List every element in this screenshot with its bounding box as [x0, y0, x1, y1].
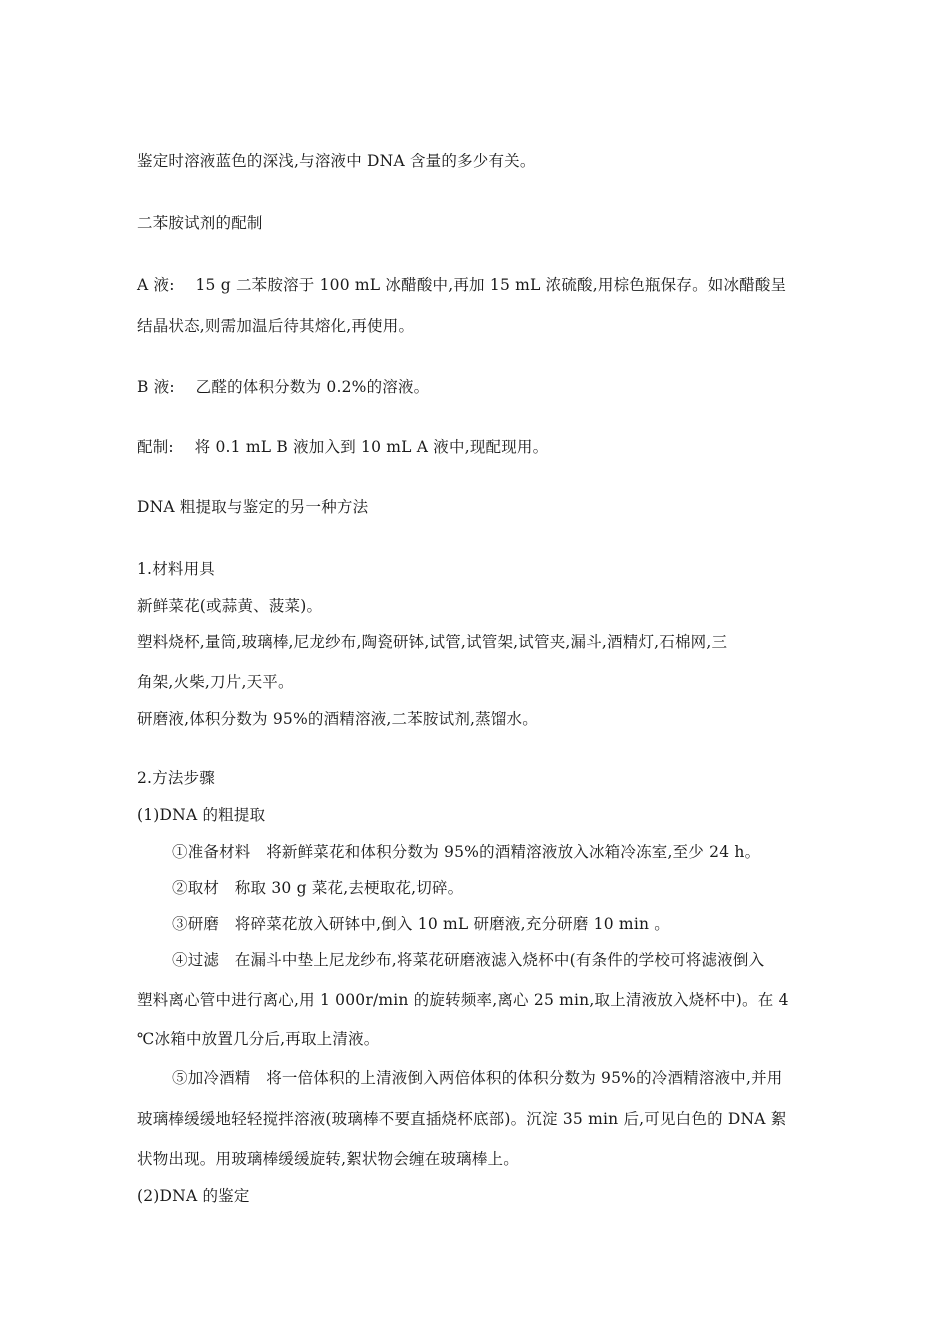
materials-item-1: 新鲜菜花(或蒜黄、菠菜)。: [137, 597, 323, 615]
solution-a-line-1: A 液: 15 g 二苯胺溶于 100 mL 冰醋酸中,再加 15 mL 浓硫酸,用棕色瓶保存。如冰醋酸呈: [137, 276, 787, 294]
steps-heading: 2.方法步骤: [137, 769, 215, 787]
step-5-line-3: 状物出现。用玻璃棒缓缓旋转,絮状物会缠在玻璃棒上。: [137, 1150, 519, 1168]
step-4-line-1: ④过滤 在漏斗中垫上尼龙纱布,将菜花研磨液滤入烧杯中(有条件的学校可将滤液倒入: [172, 951, 765, 969]
step-5-line-1: ⑤加冷酒精 将一倍体积的上清液倒入两倍体积的体积分数为 95%的冷酒精溶液中,并用: [172, 1069, 783, 1087]
step-4-line-3: ℃冰箱中放置几分后,再取上清液。: [137, 1030, 380, 1048]
step-1: ①准备材料 将新鲜菜花和体积分数为 95%的酒精溶液放入冰箱冷冻室,至少 24 h。: [172, 843, 761, 861]
solution-a-line-2: 结晶状态,则需加温后待其熔化,再使用。: [137, 317, 415, 335]
extraction-heading: (1)DNA 的粗提取: [137, 806, 266, 824]
intro-paragraph: 鉴定时溶液蓝色的深浅,与溶液中 DNA 含量的多少有关。: [137, 152, 536, 170]
reagent-heading: 二苯胺试剂的配制: [137, 214, 263, 232]
materials-heading: 1.材料用具: [137, 560, 215, 578]
solution-b-paragraph: B 液: 乙醛的体积分数为 0.2%的溶液。: [137, 378, 430, 396]
materials-item-3: 研磨液,体积分数为 95%的酒精溶液,二苯胺试剂,蒸馏水。: [137, 710, 538, 728]
identification-heading: (2)DNA 的鉴定: [137, 1187, 250, 1205]
step-2: ②取材 称取 30 g 菜花,去梗取花,切碎。: [172, 879, 464, 897]
preparation-paragraph: 配制: 将 0.1 mL B 液加入到 10 mL A 液中,现配现用。: [137, 438, 549, 456]
materials-item-2-line-1: 塑料烧杯,量筒,玻璃棒,尼龙纱布,陶瓷研钵,试管,试管架,试管夹,漏斗,酒精灯,石棉网,三: [137, 633, 728, 651]
alt-method-heading: DNA 粗提取与鉴定的另一种方法: [137, 498, 369, 516]
step-5-line-2: 玻璃棒缓缓地轻轻搅拌溶液(玻璃棒不要直插烧杯底部)。沉淀 35 min 后,可见白色的 DNA 絮: [137, 1110, 787, 1128]
step-3: ③研磨 将碎菜花放入研钵中,倒入 10 mL 研磨液,充分研磨 10 min 。: [172, 915, 670, 933]
materials-item-2-line-2: 角架,火柴,刀片,天平。: [137, 673, 294, 691]
step-4-line-2: 塑料离心管中进行离心,用 1 000r/min 的旋转频率,离心 25 min,取上清液放入烧杯中)。在 4: [137, 991, 789, 1009]
